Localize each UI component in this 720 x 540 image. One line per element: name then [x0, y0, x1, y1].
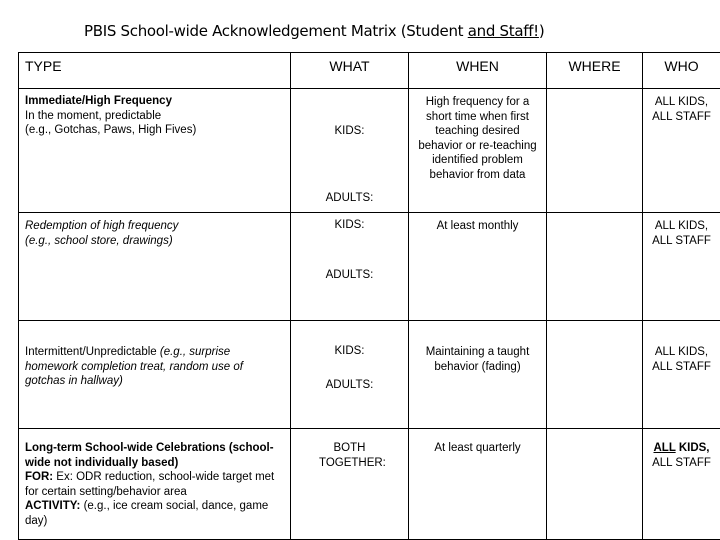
- header-type: TYPE: [19, 53, 291, 89]
- page-title: PBIS School-wide Acknowledgement Matrix (Student and Staff!): [84, 22, 545, 40]
- title-underlined-part: and Staff!: [467, 22, 539, 40]
- adults-label: ADULTS:: [325, 192, 374, 204]
- type-cell: Intermittent/Unpredictable (e.g., surprise homework completion treat, random use of gotchas in hallway): [19, 321, 291, 429]
- kids-label: KIDS:: [334, 345, 365, 357]
- header-where: WHERE: [547, 53, 643, 89]
- when-cell: High frequency for a short time when first teaching desired behavior or re-teaching identified problem behavior from data: [409, 89, 547, 213]
- what-cell: [291, 321, 409, 429]
- kids-label: KIDS:: [334, 125, 365, 137]
- where-cell: [547, 89, 643, 213]
- both-together-label: BOTH TOGETHER:: [319, 442, 386, 469]
- adults-label: ADULTS:: [325, 379, 374, 391]
- who-cell: ALL KIDS, ALL STAFF: [643, 429, 720, 540]
- what-cell: [291, 213, 409, 321]
- header-when: WHEN: [409, 53, 547, 89]
- table-row: [19, 213, 720, 321]
- where-cell: [547, 429, 643, 540]
- what-cell: [291, 429, 409, 540]
- type-cell: Long-term School-wide Celebrations (school-wide not individually based) FOR: Ex: ODR reduction, school-wide target met for certain setting/behavior area ACTIVITY: (e.g., ice cream social, dance, game day): [19, 429, 291, 540]
- where-cell: [547, 213, 643, 321]
- header-row: [19, 53, 720, 89]
- who-cell: ALL KIDS, ALL STAFF: [643, 89, 720, 213]
- when-cell: At least monthly: [409, 213, 547, 321]
- type-cell: Immediate/High Frequency In the moment, predictable (e.g., Gotchas, Paws, High Fives): [19, 89, 291, 213]
- header-what: WHAT: [291, 53, 409, 89]
- what-cell: [291, 89, 409, 213]
- when-cell: At least quarterly: [409, 429, 547, 540]
- kids-label: KIDS:: [334, 219, 365, 231]
- where-cell: [547, 321, 643, 429]
- adults-label: ADULTS:: [325, 269, 374, 281]
- table-row: [19, 89, 720, 213]
- table-row: [19, 429, 720, 540]
- who-cell: ALL KIDS, ALL STAFF: [643, 213, 720, 321]
- when-cell: Maintaining a taught behavior (fading): [409, 321, 547, 429]
- header-who: WHO: [643, 53, 720, 89]
- acknowledgement-matrix: [18, 52, 720, 540]
- who-cell: ALL KIDS, ALL STAFF: [643, 321, 720, 429]
- table-row: [19, 321, 720, 429]
- type-cell: Redemption of high frequency (e.g., school store, drawings): [19, 213, 291, 321]
